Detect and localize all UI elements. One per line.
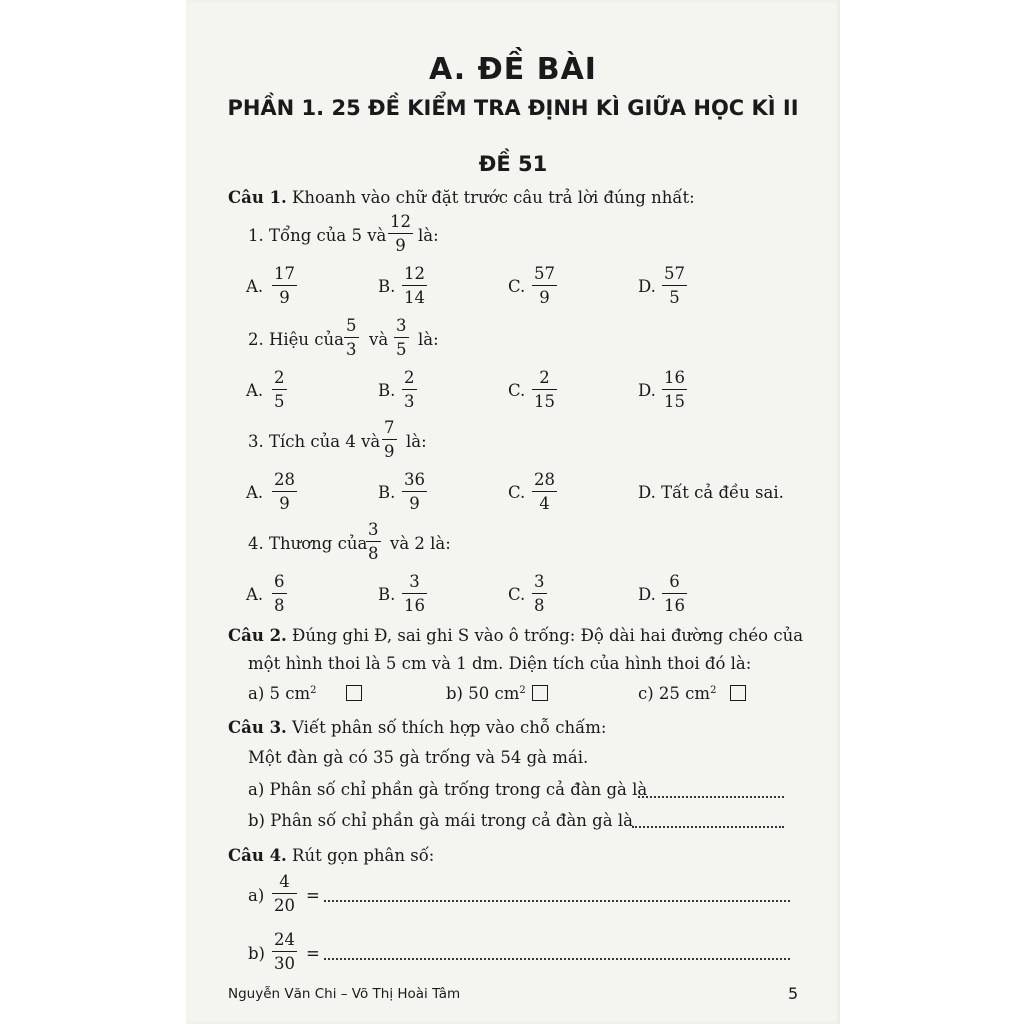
question-4a-label: a) — [248, 886, 265, 905]
option-label: D. — [638, 277, 656, 296]
question-prompt: Viết phân số thích hợp vào chỗ chấm: — [292, 718, 607, 737]
option-fraction: 36 9 — [404, 470, 425, 513]
option-fraction: 2 5 — [274, 368, 285, 411]
exam-title: ĐỀ 51 — [478, 152, 548, 176]
part-2-prompt-mid: và — [369, 330, 389, 349]
option-label: C. — [508, 483, 526, 502]
option-label: B. — [378, 381, 396, 400]
question-3a: a) Phân số chỉ phần gà trống trong cả đàn gà là — [248, 780, 648, 799]
option-label: C. — [508, 585, 526, 604]
fraction: 3 8 — [368, 520, 379, 563]
option-fraction: 28 4 — [534, 470, 555, 513]
question-label: Câu 4. — [228, 846, 287, 865]
option-fraction: 28 9 — [274, 470, 295, 513]
answer-a: a) 5 $cm^2$ — [248, 684, 317, 703]
option-label: B. — [378, 483, 396, 502]
question-text-line-2: một hình thoi là 5 cm và 1 dm. Diện tích của hình thoi đó là: — [248, 654, 752, 673]
question-context: Một đàn gà có 35 gà trống và 54 gà mái. — [248, 748, 589, 767]
answer-a-checkbox[interactable] — [346, 685, 362, 701]
part-2-prompt-post: là: — [418, 330, 439, 349]
option-label: B. — [378, 277, 396, 296]
option-label: D. — [638, 585, 656, 604]
question-4b-fraction: 24 30 — [274, 930, 295, 973]
answer-c-checkbox[interactable] — [730, 685, 746, 701]
option-fraction: 57 9 — [534, 264, 555, 307]
question-text-line-1: Đúng ghi Đ, sai ghi S vào ô trống: Độ dài hai đường chéo của — [292, 626, 804, 645]
question-3b: b) Phân số chỉ phần gà mái trong cả đàn gà là — [248, 811, 633, 830]
question-4-heading — [228, 846, 434, 865]
equals-sign: = — [306, 944, 320, 963]
question-3-heading — [228, 718, 606, 737]
equals-sign: = — [306, 886, 320, 905]
part-2-prompt-pre: 2. Hiệu của — [248, 330, 344, 349]
option-label: C. — [508, 277, 526, 296]
book-page — [186, 0, 840, 1024]
answer-c: c) 25 $cm^2$ — [638, 684, 717, 703]
question-2-heading — [228, 626, 803, 645]
option-label: A. — [246, 483, 264, 502]
option-fraction: 12 14 — [404, 264, 425, 307]
option-fraction: 6 8 — [274, 572, 285, 615]
fraction: 7 9 — [384, 418, 395, 461]
part-1-prompt-post: là: — [418, 226, 439, 245]
option-fraction: 17 9 — [274, 264, 295, 307]
fraction: 5 3 — [346, 316, 357, 359]
answer-3a-blank[interactable] — [638, 796, 784, 798]
footer-authors: Nguyễn Văn Chi – Võ Thị Hoài Tâm — [228, 986, 461, 1002]
option-fraction: 3 8 — [534, 572, 545, 615]
option-fraction: 2 15 — [534, 368, 555, 411]
question-prompt: Rút gọn phân số: — [292, 846, 435, 865]
question-label: Câu 1. — [228, 188, 287, 207]
answer-4b-blank[interactable] — [324, 958, 790, 960]
question-4b-label: b) — [248, 944, 265, 963]
option-fraction: 16 15 — [664, 368, 685, 411]
option-fraction: 6 16 — [664, 572, 685, 615]
section-title: A. ĐỀ BÀI — [429, 52, 597, 87]
part-title: PHẦN 1. 25 ĐỀ KIỂM TRA ĐỊNH KÌ GIỮA HỌC KÌ II — [227, 96, 799, 120]
question-label: Câu 3. — [228, 718, 287, 737]
option-fraction: 2 3 — [404, 368, 415, 411]
part-3-prompt-pre: 3. Tích của 4 và — [248, 432, 381, 451]
option-d-text: D. Tất cả đều sai. — [638, 483, 784, 502]
option-label: A. — [246, 585, 264, 604]
question-prompt: Khoanh vào chữ đặt trước câu trả lời đúng nhất: — [292, 188, 695, 207]
option-label: C. — [508, 381, 526, 400]
question-1-heading — [228, 188, 695, 207]
answer-3b-blank[interactable] — [632, 826, 784, 828]
option-label: D. — [638, 381, 656, 400]
fraction: 12 9 — [390, 212, 411, 255]
page-number: 5 — [788, 984, 799, 1003]
part-4-prompt-pre: 4. Thương của — [248, 534, 368, 553]
fraction: 3 5 — [396, 316, 407, 359]
question-4a-fraction: 4 20 — [274, 872, 295, 915]
option-fraction: 3 16 — [404, 572, 425, 615]
part-1-prompt-pre: 1. Tổng của 5 và — [248, 226, 387, 245]
option-label: A. — [246, 277, 264, 296]
part-4-prompt-post: và 2 là: — [390, 534, 451, 553]
option-fraction: 57 5 — [664, 264, 685, 307]
option-label: B. — [378, 585, 396, 604]
part-3-prompt-post: là: — [406, 432, 427, 451]
question-label: Câu 2. — [228, 626, 287, 645]
answer-b: b) 50 $cm^2$ — [446, 684, 526, 703]
answer-b-checkbox[interactable] — [532, 685, 548, 701]
answer-4a-blank[interactable] — [324, 900, 790, 902]
option-label: A. — [246, 381, 264, 400]
